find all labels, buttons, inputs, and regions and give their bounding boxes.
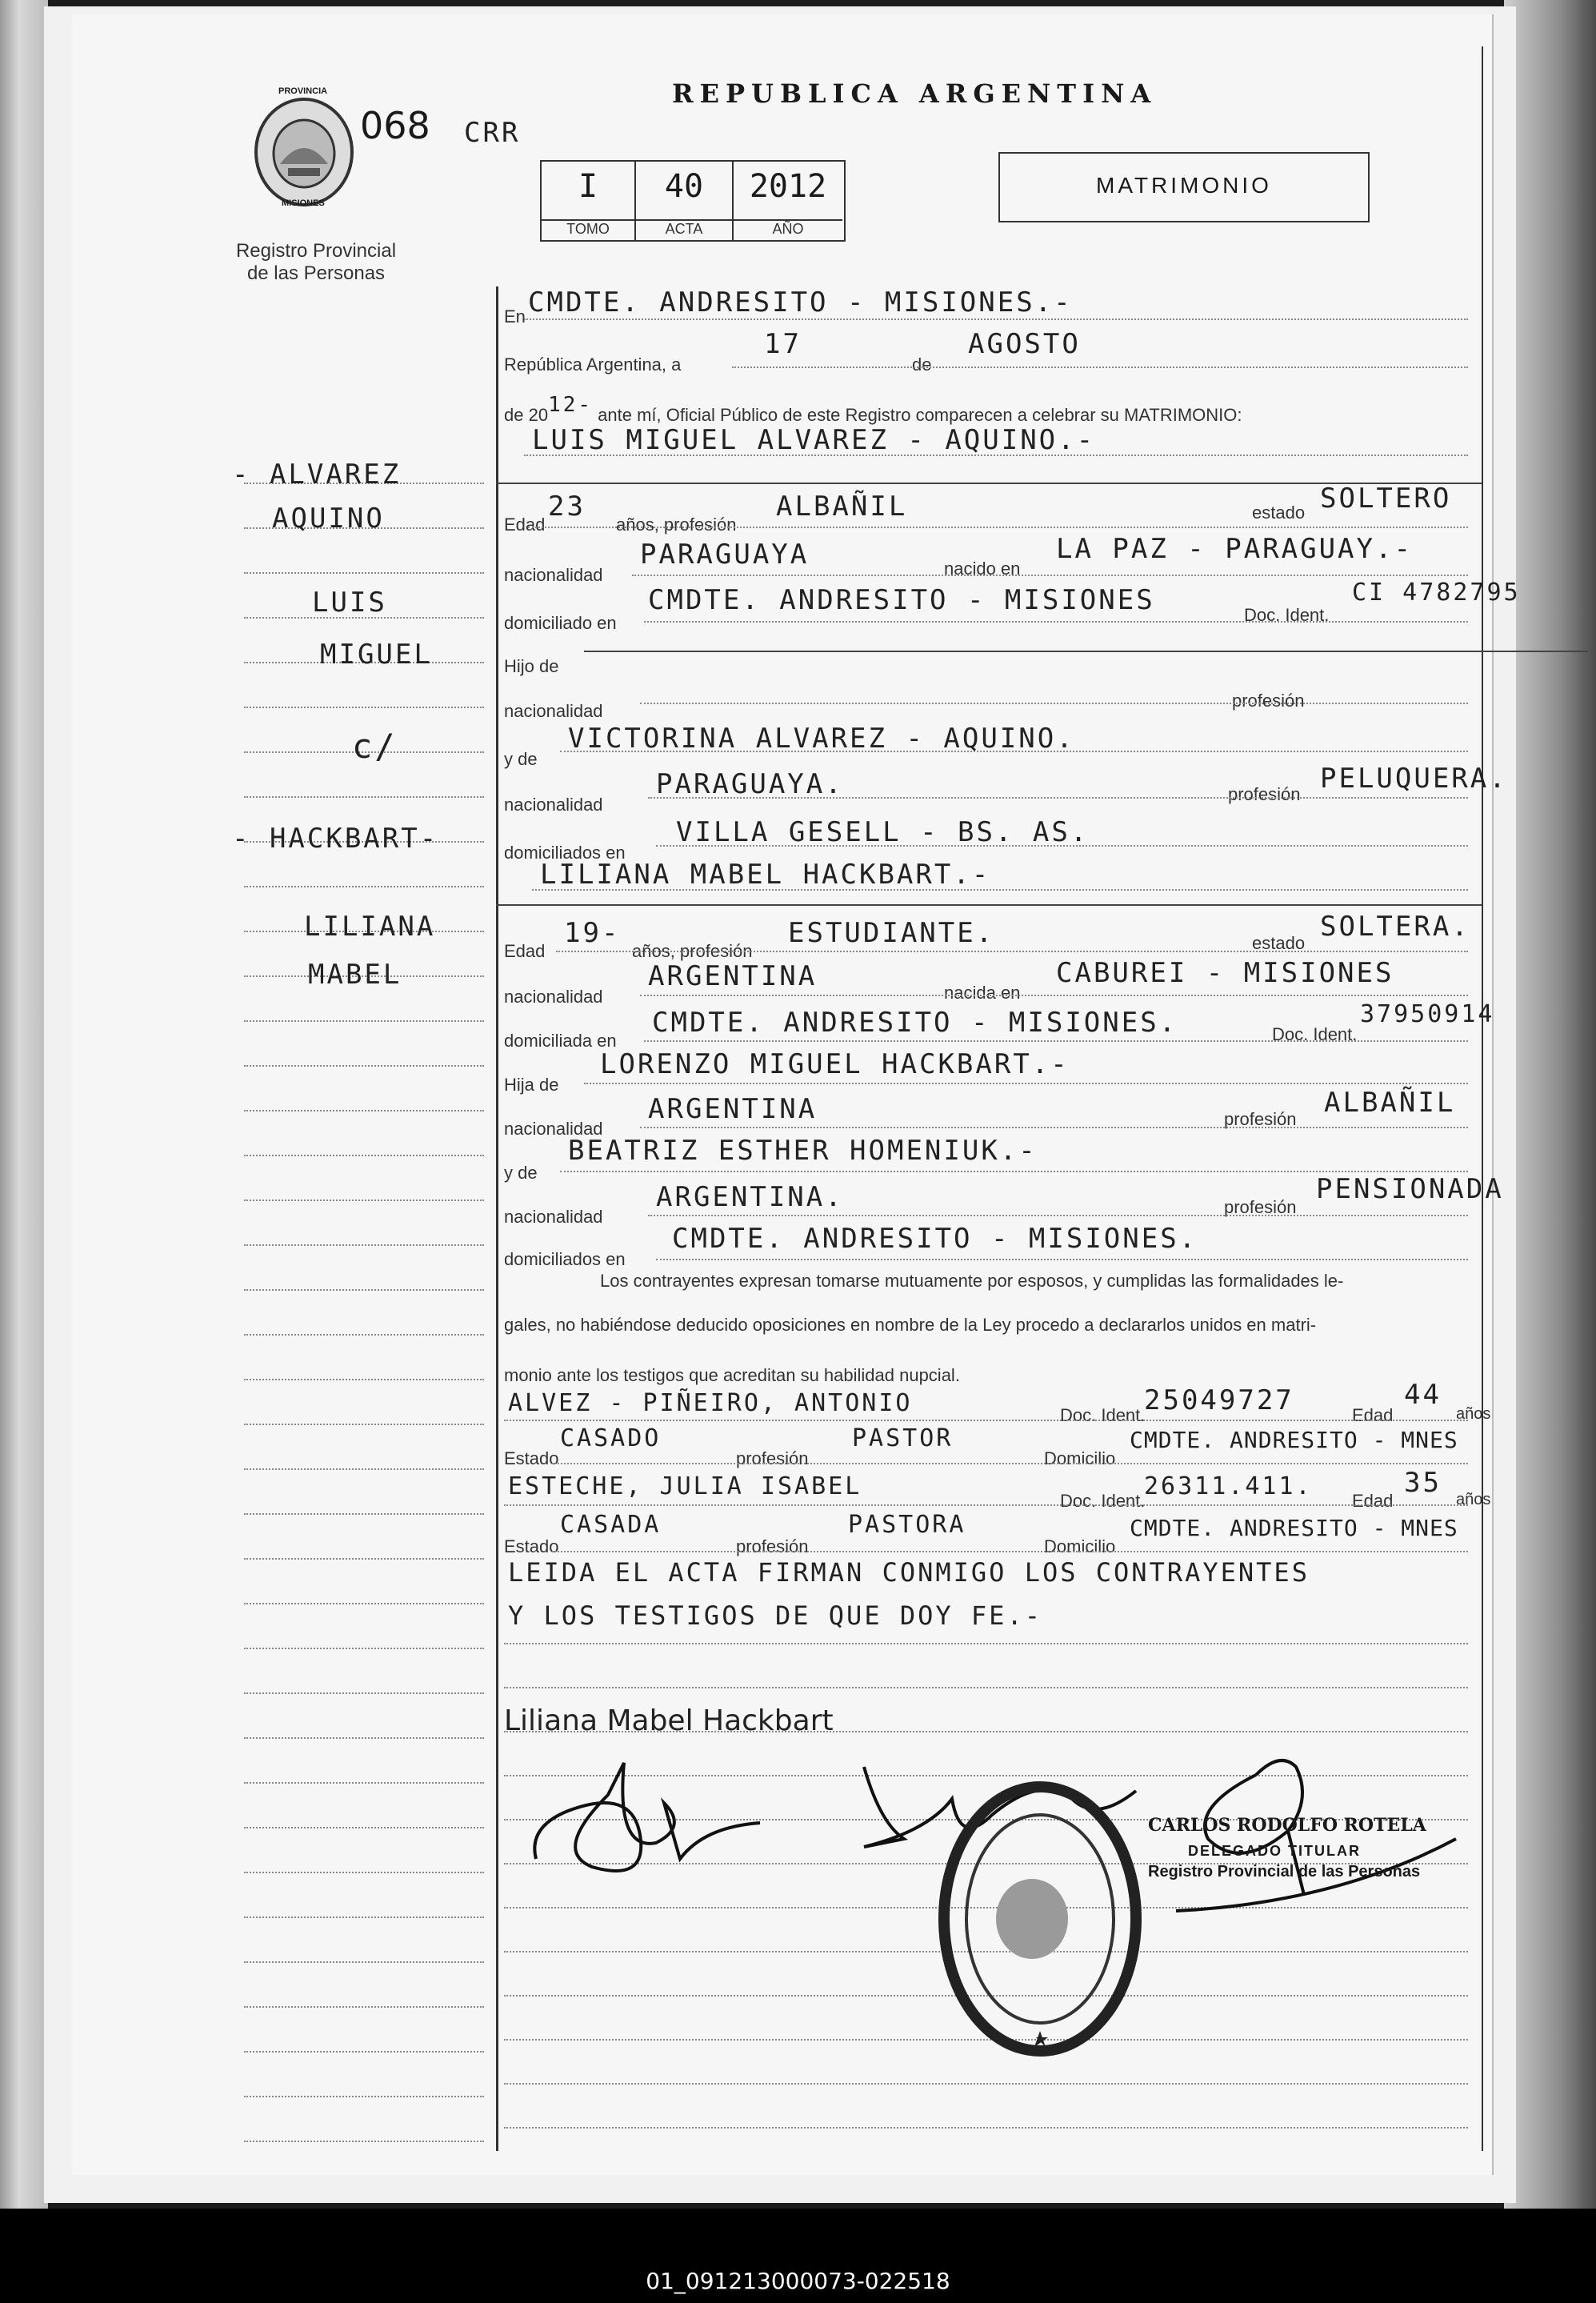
bride-status: SOLTERA. — [1320, 911, 1470, 943]
bride-mother: BEATRIZ ESTHER HOMENIUK.- — [568, 1135, 1038, 1167]
groom-signature-scribble — [520, 1747, 784, 1907]
signature-rule — [504, 2083, 1468, 2085]
de-label: de — [912, 354, 932, 374]
bride-mother-nationality: ARGENTINA. — [656, 1181, 844, 1213]
witness2-dom-label: Domicilio — [1044, 1536, 1116, 1556]
before-me-text: ante mí, Oficial Público de este Registro comparecen a celebrar su MATRIMONIO: — [598, 405, 1242, 425]
margin-rule — [244, 1692, 484, 1694]
year-prefix: de 20 — [504, 405, 549, 425]
acta-label: ACTA — [636, 219, 732, 240]
date-rule — [732, 366, 1468, 368]
marginal-note: CRR — [464, 117, 521, 149]
witness2-rule — [504, 1504, 1468, 1506]
margin-rule — [244, 2096, 484, 2097]
groom-age: 23 — [548, 491, 586, 523]
bride-nac-label: nacionalidad — [504, 987, 603, 1007]
bride-dom-label: domiciliada en — [504, 1031, 617, 1051]
margin-rule — [244, 1379, 484, 1380]
certificate-sheet — [72, 14, 1521, 2175]
witness2-domicile: CMDTE. ANDRESITO - MNES — [1130, 1515, 1458, 1541]
groom-doc: CI 4782795 — [1352, 579, 1521, 607]
book-right-edge — [1504, 0, 1596, 2209]
witness2-doc-label: Doc. Ident. — [1060, 1491, 1146, 1511]
margin-rule — [244, 1782, 484, 1784]
groom-mother: VICTORINA ALVAREZ - AQUINO. — [568, 723, 1075, 755]
groom-name: LUIS MIGUEL ALVAREZ - AQUINO.- — [532, 424, 1096, 456]
document-page — [44, 6, 1521, 2203]
bride-parents-dom-label: domiciliados en — [504, 1249, 626, 1269]
witness2-prof-label: profesión — [736, 1536, 809, 1556]
margin-groom-surname1: - ALVAREZ — [232, 459, 402, 491]
witness2-anos-label: años — [1456, 1491, 1491, 1508]
bride-father-nac-label: nacionalidad — [504, 1119, 603, 1139]
bride-nac-rule — [640, 995, 1468, 996]
act-type-box — [998, 152, 1370, 222]
witness2-status-rule — [552, 1551, 1468, 1552]
groom-father-prof-label: profesión — [1232, 691, 1305, 711]
registry-name-line2: de las Personas — [246, 262, 386, 284]
official-title: DELEGADO TITULAR — [1188, 1843, 1361, 1859]
margin-rule — [244, 1424, 484, 1425]
groom-nac-label: nacionalidad — [504, 565, 603, 585]
groom-name-rule — [524, 455, 1468, 456]
bride-dom-rule — [644, 1040, 1468, 1042]
margin-rule — [244, 2141, 484, 2142]
seal-bottom-text: MISIONES — [282, 198, 325, 208]
place-value: CMDTE. ANDRESITO - MISIONES.- — [528, 286, 1073, 318]
anio-cell — [734, 162, 842, 240]
groom-mother-nac-label: nacionalidad — [504, 795, 603, 815]
bride-separator — [496, 904, 1482, 906]
groom-anos-label: años, profesión — [616, 515, 737, 535]
groom-doc-label: Doc. Ident. — [1244, 605, 1330, 625]
bride-father-profession: ALBAÑIL — [1324, 1087, 1456, 1119]
groom-parents-dom-label: domiciliados en — [504, 843, 626, 863]
signature-rule — [504, 2127, 1468, 2129]
republica-label: República Argentina, a — [504, 354, 682, 374]
margin-rule — [244, 707, 484, 708]
margin-rule — [244, 2006, 484, 2008]
witness1-estado-label: Estado — [504, 1448, 559, 1468]
bride-birthplace: CABUREI - MISIONES — [1056, 957, 1394, 989]
registry-name-line1: Registro Provincial — [235, 240, 397, 262]
bride-father-rule — [584, 1083, 1468, 1084]
declaration-line2: gales, no habiéndose deducido oposiciones en nombre de la Ley procedo a declararlos unidos en matri- — [504, 1315, 1317, 1335]
en-label: En — [504, 306, 526, 326]
groom-yde-label: y de — [504, 749, 538, 769]
bride-nationality: ARGENTINA — [648, 960, 818, 992]
tomo-value: I — [578, 168, 598, 205]
groom-edad-label: Edad — [504, 515, 546, 535]
bride-father-nac-rule — [640, 1127, 1468, 1128]
groom-mother-nationality: PARAGUAYA. — [656, 768, 844, 800]
official-name: CARLOS RODOLFO ROTELA — [1148, 1815, 1426, 1836]
groom-mother-prof-label: profesión — [1228, 784, 1301, 804]
witness1-dom-label: Domicilio — [1044, 1448, 1116, 1468]
margin-rule — [244, 1065, 484, 1067]
groom-father-nac-label: nacionalidad — [504, 701, 603, 721]
bride-father-nationality: ARGENTINA — [648, 1093, 818, 1125]
margin-bride-surname: - HACKBART- — [232, 823, 439, 855]
margin-rule — [244, 1334, 484, 1336]
groom-domicile: CMDTE. ANDRESITO - MISIONES — [648, 584, 1155, 616]
province-seal-icon — [244, 88, 364, 216]
margin-divider — [496, 286, 498, 2151]
groom-status: SOLTERO — [1320, 483, 1452, 515]
year-suffix: 12- — [548, 393, 594, 417]
bride-name-rule — [532, 889, 1468, 891]
bride-age-rule — [556, 951, 1468, 952]
bride-mother-profession: PENSIONADA — [1316, 1173, 1504, 1205]
witness1-edad-label: Edad — [1352, 1405, 1394, 1425]
margin-rule — [244, 796, 484, 798]
bride-signature: Liliana Mabel Hackbart — [504, 1704, 834, 1737]
bride-father: LORENZO MIGUEL HACKBART.- — [600, 1048, 1070, 1080]
margin-con: c/ — [352, 727, 398, 766]
bride-age: 19- — [564, 917, 621, 949]
declaration-line3: monio ante los testigos que acreditan su habilidad nupcial. — [504, 1365, 960, 1385]
bride-estado-label: estado — [1252, 933, 1306, 953]
margin-rule — [244, 1468, 484, 1470]
margin-rule — [244, 1916, 484, 1918]
margin-groom-given1: LUIS — [312, 587, 387, 619]
witness1-status-rule — [552, 1463, 1468, 1464]
groom-birthplace: LA PAZ - PARAGUAY.- — [1056, 533, 1413, 565]
groom-nacido-label: nacido en — [944, 559, 1021, 579]
groom-nationality: PARAGUAYA — [640, 539, 810, 571]
witness1-age: 44 — [1404, 1379, 1442, 1411]
day-value: 17 — [764, 328, 802, 360]
bride-mother-prof-label: profesión — [1224, 1197, 1297, 1217]
margin-rule — [244, 1737, 484, 1739]
bride-father-prof-label: profesión — [1224, 1109, 1297, 1129]
tomo-label: TOMO — [542, 219, 634, 240]
place-rule — [524, 318, 1468, 320]
bride-anos-label: años, profesión — [632, 941, 753, 961]
margin-rule — [244, 1289, 484, 1291]
witness1-domicile: CMDTE. ANDRESITO - MNES — [1130, 1427, 1458, 1453]
witness1-doc: 25049727 — [1144, 1384, 1294, 1416]
witness2-doc: 26311.411. — [1144, 1472, 1313, 1500]
closing-line2: Y LOS TESTIGOS DE QUE DOY FE.- — [508, 1600, 1042, 1631]
groom-dom-rule — [644, 621, 1468, 623]
margin-rule — [244, 1155, 484, 1156]
groom-mother-rule — [560, 751, 1468, 752]
tomo-cell — [542, 162, 636, 240]
anio-label: AÑO — [734, 219, 842, 240]
witness1-profession: PASTOR — [852, 1424, 954, 1452]
margin-rule — [244, 1961, 484, 1963]
seal-top-text: PROVINCIA — [278, 86, 328, 96]
official-registry: Registro Provincial de las Personas — [1148, 1863, 1421, 1880]
groom-father-rule — [584, 651, 1588, 652]
groom-mother-profession: PELUQUERA. — [1320, 763, 1508, 795]
acta-value: 40 — [664, 168, 704, 205]
margin-bride-given2: MABEL — [308, 959, 402, 991]
bride-mother-rule — [560, 1171, 1468, 1172]
month-value: AGOSTO — [968, 328, 1081, 360]
witness1-doc-label: Doc. Ident. — [1060, 1405, 1146, 1425]
witness1-prof-label: profesión — [736, 1448, 809, 1468]
margin-rule — [244, 1827, 484, 1828]
margin-rule — [244, 886, 484, 887]
closing-line1: LEIDA EL ACTA FIRMAN CONMIGO LOS CONTRAYENTES — [508, 1557, 1310, 1588]
witness2-age: 35 — [1404, 1467, 1442, 1499]
bride-hija-label: Hija de — [504, 1075, 559, 1095]
witness2-name: ESTECHE, JULIA ISABEL — [508, 1472, 862, 1500]
margin-rule — [244, 1244, 484, 1246]
bride-parents-domicile: CMDTE. ANDRESITO - MISIONES. — [672, 1223, 1198, 1255]
bride-doc: 37950914 — [1360, 1000, 1495, 1028]
margin-rule — [244, 1603, 484, 1604]
margin-rule — [244, 1648, 484, 1649]
anio-value: 2012 — [749, 168, 827, 205]
groom-hijo-label: Hijo de — [504, 656, 559, 676]
groom-age-rule — [528, 527, 1468, 528]
page-number: 068 — [360, 104, 430, 147]
witness1-rule — [504, 1420, 1468, 1421]
country-title: REPUBLICA ARGENTINA — [672, 78, 1158, 109]
margin-rule — [244, 1110, 484, 1111]
margin-groom-surname2: AQUINO — [272, 503, 385, 535]
book-left-edge — [0, 0, 48, 2209]
groom-parents-domicile: VILLA GESELL - BS. AS. — [676, 816, 1090, 848]
act-number-box — [540, 160, 846, 242]
bride-mother-nac-rule — [648, 1215, 1468, 1216]
witness2-estado-label: Estado — [504, 1536, 559, 1556]
groom-mother-nac-rule — [648, 797, 1468, 799]
bride-name: LILIANA MABEL HACKBART.- — [540, 859, 991, 891]
margin-rule — [244, 1558, 484, 1560]
witness2-edad-label: Edad — [1352, 1491, 1394, 1511]
witness1-anos-label: años — [1456, 1405, 1491, 1423]
margin-groom-given2: MIGUEL — [320, 639, 433, 671]
margin-bride-given1: LILIANA — [304, 911, 436, 943]
margin-rule — [244, 1513, 484, 1515]
bride-domicile: CMDTE. ANDRESITO - MISIONES. — [652, 1007, 1178, 1039]
groom-nac-rule — [632, 575, 1468, 576]
groom-estado-label: estado — [1252, 503, 1306, 523]
witness1-status: CASADO — [560, 1424, 662, 1452]
groom-dom-label: domiciliado en — [504, 613, 617, 633]
margin-rule — [244, 1020, 484, 1022]
right-border — [1482, 46, 1483, 2151]
bride-profession: ESTUDIANTE. — [788, 917, 995, 949]
groom-profession: ALBAÑIL — [776, 491, 908, 523]
bride-parents-dom-rule — [656, 1259, 1468, 1260]
witness2-status: CASADA — [560, 1511, 662, 1539]
margin-rule — [244, 2051, 484, 2053]
bride-doc-label: Doc. Ident. — [1272, 1024, 1358, 1044]
margin-rule — [244, 572, 484, 574]
act-type: MATRIMONIO — [1096, 173, 1272, 198]
image-id-caption: 01_091213000073-022518 — [646, 2268, 950, 2294]
acta-cell — [636, 162, 734, 240]
groom-parents-dom-rule — [656, 845, 1468, 847]
bride-yde-label: y de — [504, 1163, 538, 1183]
bride-mother-nac-label: nacionalidad — [504, 1207, 603, 1227]
bride-edad-label: Edad — [504, 941, 546, 961]
margin-rule — [244, 1200, 484, 1201]
margin-rule — [244, 1872, 484, 1873]
bride-nacida-label: nacida en — [944, 983, 1021, 1003]
witness2-profession: PASTORA — [848, 1511, 966, 1539]
signature-rule — [504, 1687, 1468, 1688]
declaration-line1: Los contrayentes expresan tomarse mutuamente por esposos, y cumplidas las formalidades le- — [600, 1271, 1344, 1291]
witness1-name: ALVEZ - PIÑEIRO, ANTONIO — [508, 1389, 913, 1417]
groom-father-nac-rule — [640, 703, 1468, 704]
signature-rule — [504, 1643, 1468, 1644]
image-footer — [0, 2209, 1596, 2303]
